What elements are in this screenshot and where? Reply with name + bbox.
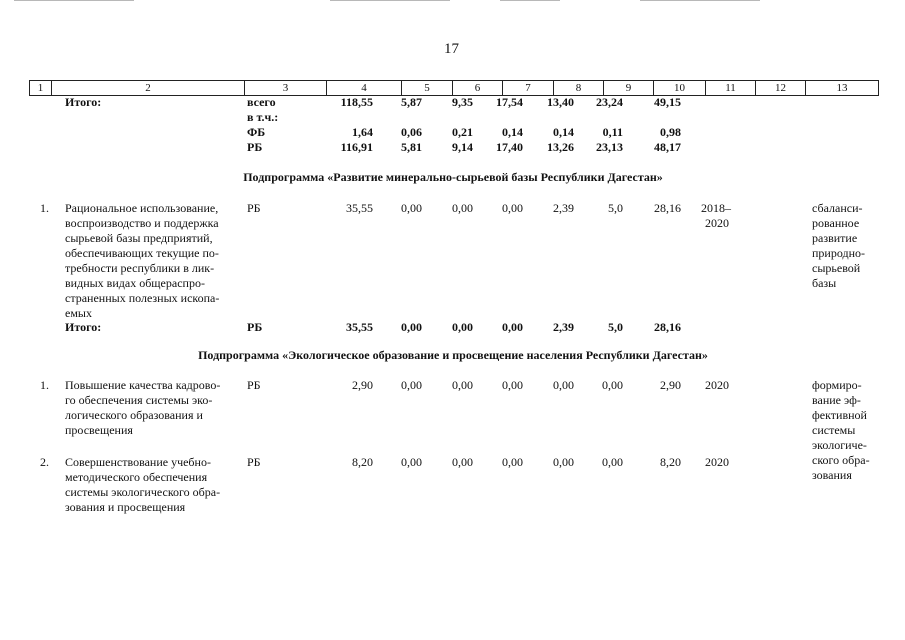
period-cell: 2020: [705, 455, 729, 469]
value-cell: 0,00: [452, 378, 473, 392]
value-cell: 0,11: [602, 125, 623, 139]
measure-text: требности республики в лик-: [65, 261, 215, 275]
value-cell: 0,00: [401, 378, 422, 392]
value-cell: 9,14: [452, 140, 473, 154]
measure-text: методического обеспечения: [65, 470, 208, 484]
value-cell: 2,90: [352, 378, 373, 392]
column-header: 2: [52, 81, 245, 95]
measure-text: обеспечивающих текущие по-: [65, 246, 219, 260]
measure-text: страненных полезных ископа-: [65, 291, 220, 305]
source-label: всего: [247, 95, 276, 109]
scan-edge-line: [14, 0, 134, 1]
value-cell: 0,00: [502, 320, 523, 334]
value-cell: 0,06: [401, 125, 422, 139]
measure-text: Рациональное использование,: [65, 201, 219, 215]
column-header: 6: [453, 81, 503, 95]
column-header: 3: [245, 81, 327, 95]
value-cell: 0,00: [401, 201, 422, 215]
result-text: развитие: [812, 231, 858, 245]
value-cell: 0,98: [660, 125, 681, 139]
result-text: зования: [812, 468, 852, 482]
value-cell: 23,24: [596, 95, 623, 109]
value-cell: 35,55: [346, 320, 373, 334]
result-text: ского обра-: [812, 453, 870, 467]
column-header: 1: [30, 81, 52, 95]
value-cell: 23,13: [596, 140, 623, 154]
value-cell: 0,00: [452, 455, 473, 469]
value-cell: 8,20: [660, 455, 681, 469]
column-header-row: [29, 80, 879, 96]
result-text: вание эф-: [812, 393, 861, 407]
value-cell: 48,17: [654, 140, 681, 154]
column-header: 5: [402, 81, 453, 95]
value-cell: 13,40: [547, 95, 574, 109]
column-header: 11: [706, 81, 756, 95]
source-label: РБ: [247, 140, 263, 154]
result-text: сырьевой: [812, 261, 861, 275]
column-header: 10: [654, 81, 706, 95]
value-cell: 0,00: [502, 378, 523, 392]
subprogram-title: Подпрограмма «Экологическое образование и просвещение населения Республики Дагестан»: [198, 348, 708, 362]
column-header: 8: [554, 81, 604, 95]
scan-edge-line: [500, 0, 560, 1]
subprogram-title: Подпрограмма «Развитие минерально-сырьевой базы Республики Дагестан»: [243, 170, 663, 184]
measure-text: просвещения: [65, 423, 133, 437]
value-cell: 5,81: [401, 140, 422, 154]
measure-text: видных видах общераспро-: [65, 276, 205, 290]
value-cell: 5,0: [608, 320, 623, 334]
source-label: РБ: [247, 320, 263, 334]
period-cell: 2020: [705, 378, 729, 392]
period-cell: 2018–: [701, 201, 731, 215]
value-cell: 5,0: [608, 201, 623, 215]
column-header: 7: [503, 81, 554, 95]
result-text: фективной: [812, 408, 867, 422]
measure-text: сырьевой базы предприятий,: [65, 231, 213, 245]
value-cell: 17,54: [496, 95, 523, 109]
row-number: 2.: [40, 455, 49, 469]
value-cell: 49,15: [654, 95, 681, 109]
value-cell: 28,16: [654, 201, 681, 215]
value-cell: 0,14: [502, 125, 523, 139]
measure-text: Совершенствование учебно-: [65, 455, 211, 469]
row-number: 1.: [40, 201, 49, 215]
row-number: 1.: [40, 378, 49, 392]
value-cell: 116,91: [340, 140, 373, 154]
result-text: природно-: [812, 246, 866, 260]
value-cell: 9,35: [452, 95, 473, 109]
value-cell: 0,00: [553, 455, 574, 469]
value-cell: 0,00: [401, 455, 422, 469]
value-cell: 8,20: [352, 455, 373, 469]
itogo-label: Итого:: [65, 95, 102, 109]
value-cell: 35,55: [346, 201, 373, 215]
column-header: 4: [327, 81, 402, 95]
measure-text: емых: [65, 306, 92, 320]
value-cell: 0,00: [452, 201, 473, 215]
value-cell: 2,39: [553, 201, 574, 215]
value-cell: 0,21: [452, 125, 473, 139]
value-cell: 5,87: [401, 95, 422, 109]
scan-edge-line: [640, 0, 760, 1]
value-cell: 13,26: [547, 140, 574, 154]
value-cell: 28,16: [654, 320, 681, 334]
column-header: 12: [756, 81, 806, 95]
scan-edge-line: [330, 0, 450, 1]
itogo-label: Итого:: [65, 320, 102, 334]
source-label: ФБ: [247, 125, 266, 139]
value-cell: 118,55: [340, 95, 373, 109]
column-header: 9: [604, 81, 654, 95]
result-text: формиро-: [812, 378, 862, 392]
result-text: базы: [812, 276, 837, 290]
source-label: РБ: [247, 455, 261, 469]
value-cell: 0,00: [553, 378, 574, 392]
value-cell: 0,00: [401, 320, 422, 334]
measure-text: Повышение качества кадрово-: [65, 378, 221, 392]
result-text: экологиче-: [812, 438, 867, 452]
value-cell: 0,14: [553, 125, 574, 139]
value-cell: 0,00: [602, 455, 623, 469]
measure-text: логического образования и: [65, 408, 203, 422]
measure-text: системы экологического обра-: [65, 485, 221, 499]
source-label: РБ: [247, 378, 261, 392]
page-number: 17: [444, 41, 459, 57]
value-cell: 17,40: [496, 140, 523, 154]
result-text: рованное: [812, 216, 860, 230]
source-label: в т.ч.:: [247, 110, 279, 124]
value-cell: 2,39: [553, 320, 574, 334]
measure-text: зования и просвещения: [65, 500, 186, 514]
result-text: сбаланси-: [812, 201, 863, 215]
measure-text: го обеспечения системы эко-: [65, 393, 213, 407]
measure-text: воспроизводство и поддержка: [65, 216, 219, 230]
value-cell: 2,90: [660, 378, 681, 392]
value-cell: 0,00: [502, 201, 523, 215]
value-cell: 0,00: [502, 455, 523, 469]
result-text: системы: [812, 423, 856, 437]
period-cell: 2020: [705, 216, 729, 230]
value-cell: 0,00: [452, 320, 473, 334]
source-label: РБ: [247, 201, 261, 215]
value-cell: 1,64: [352, 125, 373, 139]
value-cell: 0,00: [602, 378, 623, 392]
column-header: 13: [836, 82, 848, 94]
